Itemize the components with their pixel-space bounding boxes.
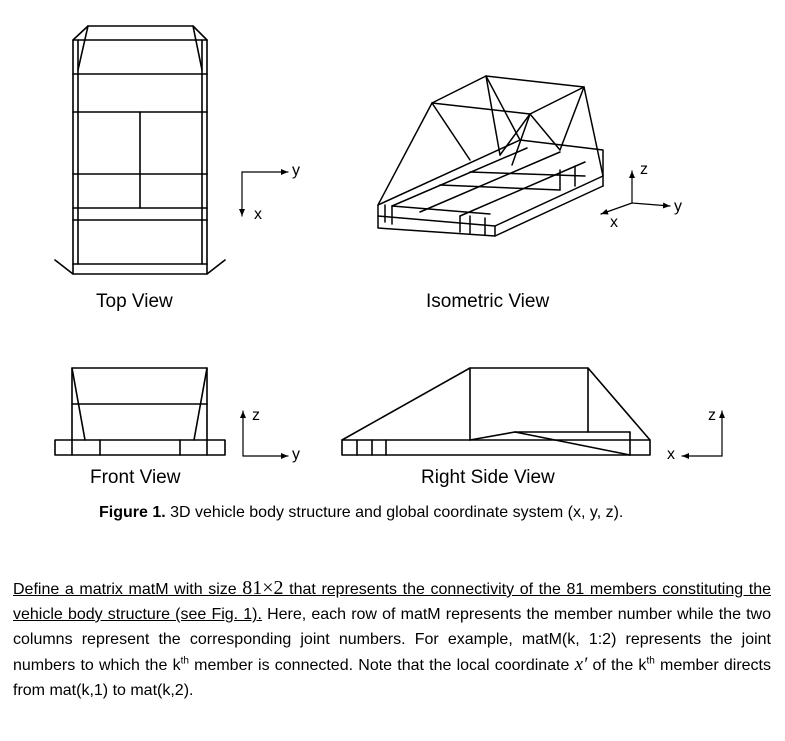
isometric-view-axes (601, 171, 670, 214)
top-view-axis-x-label: x (254, 206, 262, 223)
superscript-th-1: th (180, 655, 189, 667)
paragraph-text-4: member is connected. Note that the local coordinate (188, 657, 575, 674)
isometric-view-drawing (378, 76, 603, 236)
figure-caption-text: 3D vehicle body structure and global coordinate system (x, y, z). (165, 504, 624, 521)
local-coordinate-math: x′ (574, 654, 588, 675)
isometric-axis-x-label: x (610, 214, 618, 231)
paragraph-text-3: Here, each row of matM represents the member number while the two columns represent the corresponding joint numbers. For example, matM(k, 1:2) represents the joint numbers to which the k (13, 606, 772, 674)
paragraph-text-6: member directs from mat(k,1) to mat(k,2). (13, 657, 771, 699)
top-view-axes (242, 172, 288, 216)
paragraph-text-5: of the k (587, 657, 647, 674)
figure-caption-label: Figure 1. (99, 504, 166, 521)
front-view-axis-z-label: z (252, 407, 260, 424)
isometric-view-label: Isometric View (426, 291, 550, 312)
top-view-label: Top View (96, 291, 173, 312)
front-view-axis-y-label: y (292, 446, 300, 463)
right-side-view-axes (682, 411, 722, 456)
side-view-axis-z-label: z (708, 407, 716, 424)
body-paragraph (13, 576, 771, 703)
front-view-label: Front View (90, 467, 181, 488)
paragraph-text-1: Define a matrix matM with size (13, 581, 243, 598)
paragraph-text-2: that represents the connectivity of the 81 members constituting the vehicle body structure (see Fig. 1). (13, 581, 771, 623)
superscript-th-2: th (646, 655, 655, 667)
front-view-drawing (55, 368, 225, 455)
right-side-view-label: Right Side View (421, 467, 555, 488)
front-view-axes (243, 411, 288, 456)
right-side-view-drawing (342, 368, 650, 455)
figure-caption (99, 504, 623, 522)
matrix-size-math: 81×2 (242, 577, 284, 599)
isometric-axis-z-label: z (640, 161, 648, 178)
side-view-axis-x-label: x (667, 446, 675, 463)
top-view-axis-y-label: y (292, 162, 300, 179)
isometric-axis-y-label: y (674, 198, 682, 215)
top-view-drawing (55, 26, 225, 274)
